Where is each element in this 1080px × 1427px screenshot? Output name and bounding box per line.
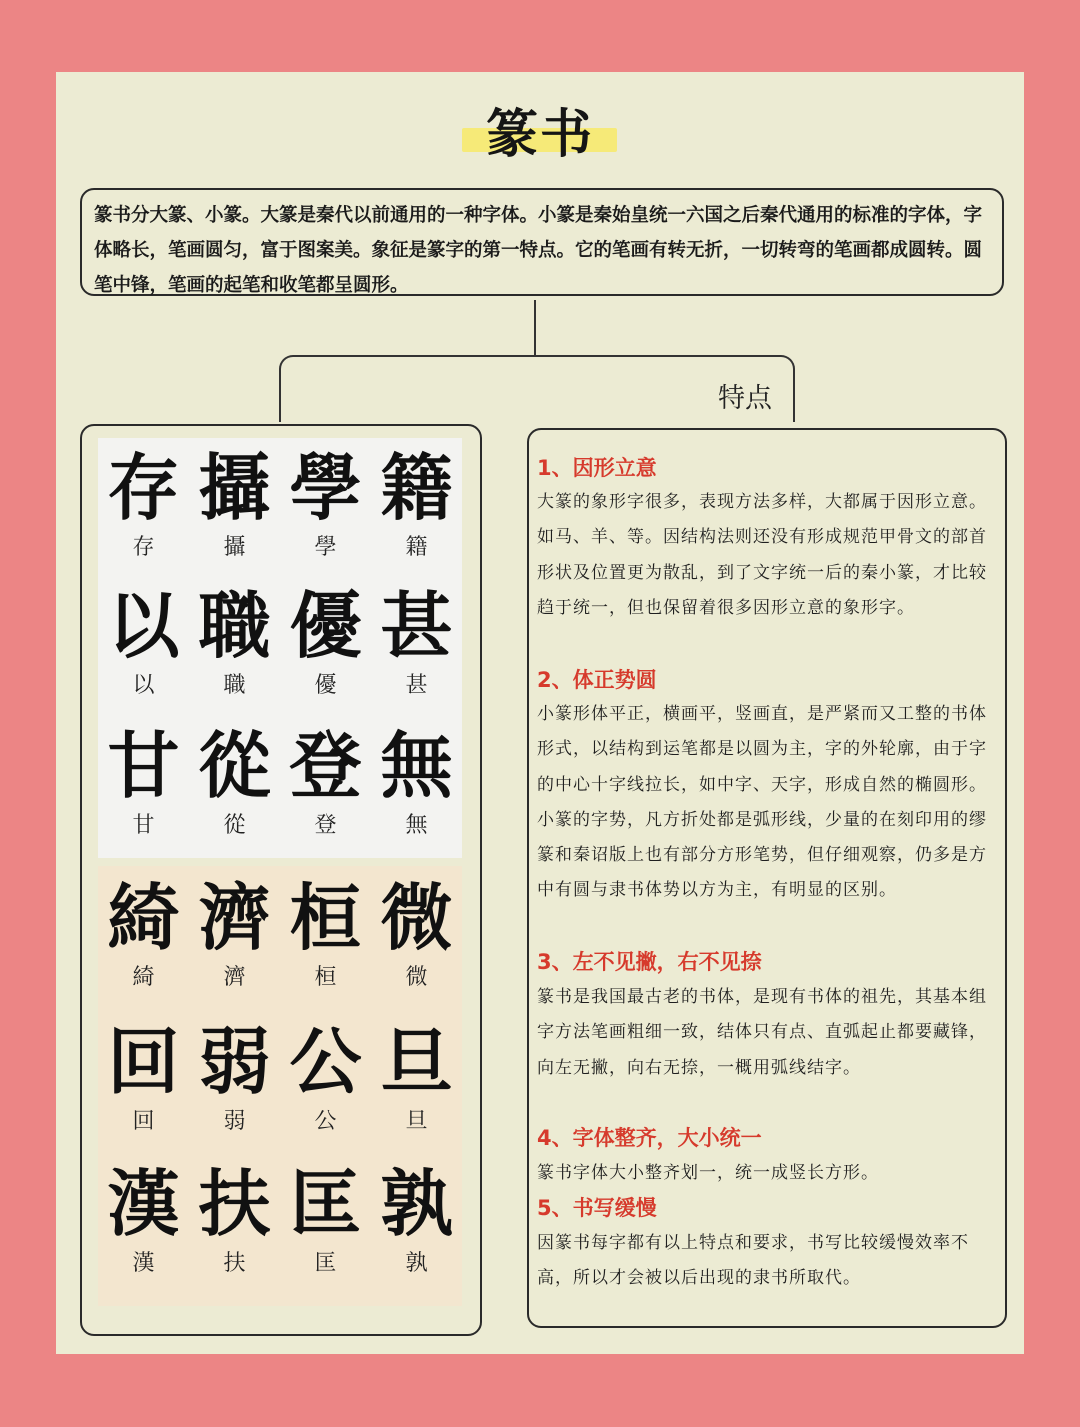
seal-glyph: 扶 <box>198 1161 271 1246</box>
glyph-grid-bottom <box>98 866 462 1306</box>
seal-glyph: 登 <box>289 723 362 808</box>
glyph-grid-top <box>98 438 462 858</box>
glyph-caption: 從 <box>223 813 246 838</box>
glyph-cell <box>280 442 371 562</box>
glyph-cell <box>98 580 189 700</box>
glyph-cell <box>189 872 280 992</box>
feature-title: 3、左不见撇，右不见捺 <box>537 950 762 974</box>
feature-title: 5、书写缓慢 <box>537 1196 657 1220</box>
seal-glyph: 漢 <box>107 1161 180 1246</box>
glyph-caption: 甚 <box>405 673 428 698</box>
seal-glyph: 以 <box>107 583 180 668</box>
glyph-cell <box>98 872 189 992</box>
seal-glyph: 旦 <box>380 1019 453 1104</box>
glyph-caption: 以 <box>132 673 155 698</box>
glyph-cell <box>189 1016 280 1136</box>
features-panel <box>527 428 1007 1328</box>
glyph-caption: 存 <box>132 535 155 560</box>
glyph-caption: 甘 <box>132 813 155 838</box>
glyph-cell <box>371 442 462 562</box>
glyph-caption: 濟 <box>223 965 246 990</box>
seal-glyph: 弱 <box>198 1019 271 1104</box>
glyph-cell <box>280 1158 371 1278</box>
seal-glyph: 無 <box>380 723 453 808</box>
glyph-cell <box>280 1016 371 1136</box>
glyph-caption: 回 <box>132 1109 155 1134</box>
seal-glyph: 孰 <box>380 1161 453 1246</box>
feature-body: 小篆形体平正，横画平，竖画直，是严紧而又工整的书体形式，以结构到运笔都是以圆为主，字的外轮廓，由于字的中心十字线拉长，如中字、天字，形成自然的椭圆形。小篆的字势，凡方折处都是弧形线，少量的在刻印用的缪篆和秦诏版上也有部分方形笔势，但仔细观察，仍多是方中有圆与隶书体势以方为主，有明显的区别。 <box>537 704 987 901</box>
glyph-cell <box>189 580 280 700</box>
glyph-caption: 旦 <box>405 1109 428 1134</box>
seal-glyph: 攝 <box>198 445 271 530</box>
seal-glyph: 職 <box>198 583 271 668</box>
feature-body: 因篆书每字都有以上特点和要求，书写比较缓慢效率不高，所以才会被以后出现的隶书所取代。 <box>537 1233 969 1289</box>
seal-glyph: 從 <box>198 723 271 808</box>
glyph-caption: 學 <box>314 535 337 560</box>
glyph-cell <box>189 720 280 840</box>
glyph-caption: 優 <box>314 673 337 698</box>
glyph-cell <box>371 1158 462 1278</box>
glyph-cell <box>280 720 371 840</box>
glyph-cell <box>98 442 189 562</box>
glyph-caption: 籍 <box>405 535 428 560</box>
feature-body: 篆书字体大小整齐划一，统一成竖长方形。 <box>537 1163 879 1183</box>
glyph-cell <box>371 720 462 840</box>
seal-glyph: 匡 <box>289 1161 362 1246</box>
glyph-caption: 孰 <box>405 1251 428 1276</box>
glyph-caption: 弱 <box>223 1109 246 1134</box>
glyph-cell <box>371 872 462 992</box>
glyph-caption: 登 <box>314 813 337 838</box>
feature-title: 2、体正势圆 <box>537 668 657 692</box>
glyph-cell <box>280 872 371 992</box>
seal-glyph: 公 <box>289 1019 362 1104</box>
connector-line <box>534 300 536 356</box>
seal-glyph: 籍 <box>380 445 453 530</box>
seal-glyph: 回 <box>107 1019 180 1104</box>
seal-glyph: 存 <box>107 445 180 530</box>
glyph-caption: 攝 <box>223 535 246 560</box>
glyph-cell <box>280 580 371 700</box>
glyph-caption: 桓 <box>314 965 337 990</box>
glyph-caption: 漢 <box>132 1251 155 1276</box>
feature-body: 篆书是我国最古老的书体，是现有书体的祖先，其基本组字方法笔画粗细一致，结体只有点、直弧起止都要藏锋，向左无撇，向右无捺，一概用弧线结字。 <box>537 987 987 1078</box>
feature-body: 大篆的象形字很多，表现方法多样，大都属于因形立意。如马、羊、等。因结构法则还没有形成规范甲骨文的部首形状及位置更为散乱，到了文字统一后的秦小篆，才比较趋于统一，但也保留着很多因形立意的象形字。 <box>537 492 987 618</box>
seal-glyph: 桓 <box>289 875 362 960</box>
features-label: 特点 <box>718 383 772 414</box>
feature-title: 1、因形立意 <box>537 456 657 480</box>
seal-glyph: 綺 <box>107 875 180 960</box>
glyph-cell <box>371 1016 462 1136</box>
glyph-caption: 扶 <box>223 1251 246 1276</box>
glyph-caption: 綺 <box>132 965 155 990</box>
feature-title: 4、字体整齐，大小统一 <box>537 1126 762 1150</box>
glyph-caption: 職 <box>223 673 246 698</box>
seal-glyph: 微 <box>380 875 453 960</box>
seal-glyph: 濟 <box>198 875 271 960</box>
page-title: 篆书 <box>485 104 594 165</box>
glyph-cell <box>98 720 189 840</box>
seal-glyph: 優 <box>289 583 362 668</box>
seal-glyph: 甘 <box>107 723 180 808</box>
glyph-cell <box>371 580 462 700</box>
seal-glyph: 甚 <box>380 583 453 668</box>
glyph-caption: 匡 <box>314 1251 337 1276</box>
glyph-caption: 公 <box>314 1109 337 1134</box>
glyph-caption: 無 <box>405 813 428 838</box>
glyph-caption: 微 <box>405 965 428 990</box>
intro-text: 篆书分大篆、小篆。大篆是秦代以前通用的一种字体。小篆是秦始皇统一六国之后秦代通用的标准的字体，字体略长，笔画圆匀，富于图案美。象征是篆字的第一特点。它的笔画有转无折，一切转弯的笔画都成圆转。圆笔中锋，笔画的起笔和收笔都呈圆形。 <box>80 188 1004 296</box>
seal-glyph: 學 <box>289 445 362 530</box>
glyph-cell <box>189 442 280 562</box>
glyph-cell <box>98 1158 189 1278</box>
glyph-examples-panel <box>80 424 482 1336</box>
glyph-cell <box>189 1158 280 1278</box>
glyph-cell <box>98 1016 189 1136</box>
